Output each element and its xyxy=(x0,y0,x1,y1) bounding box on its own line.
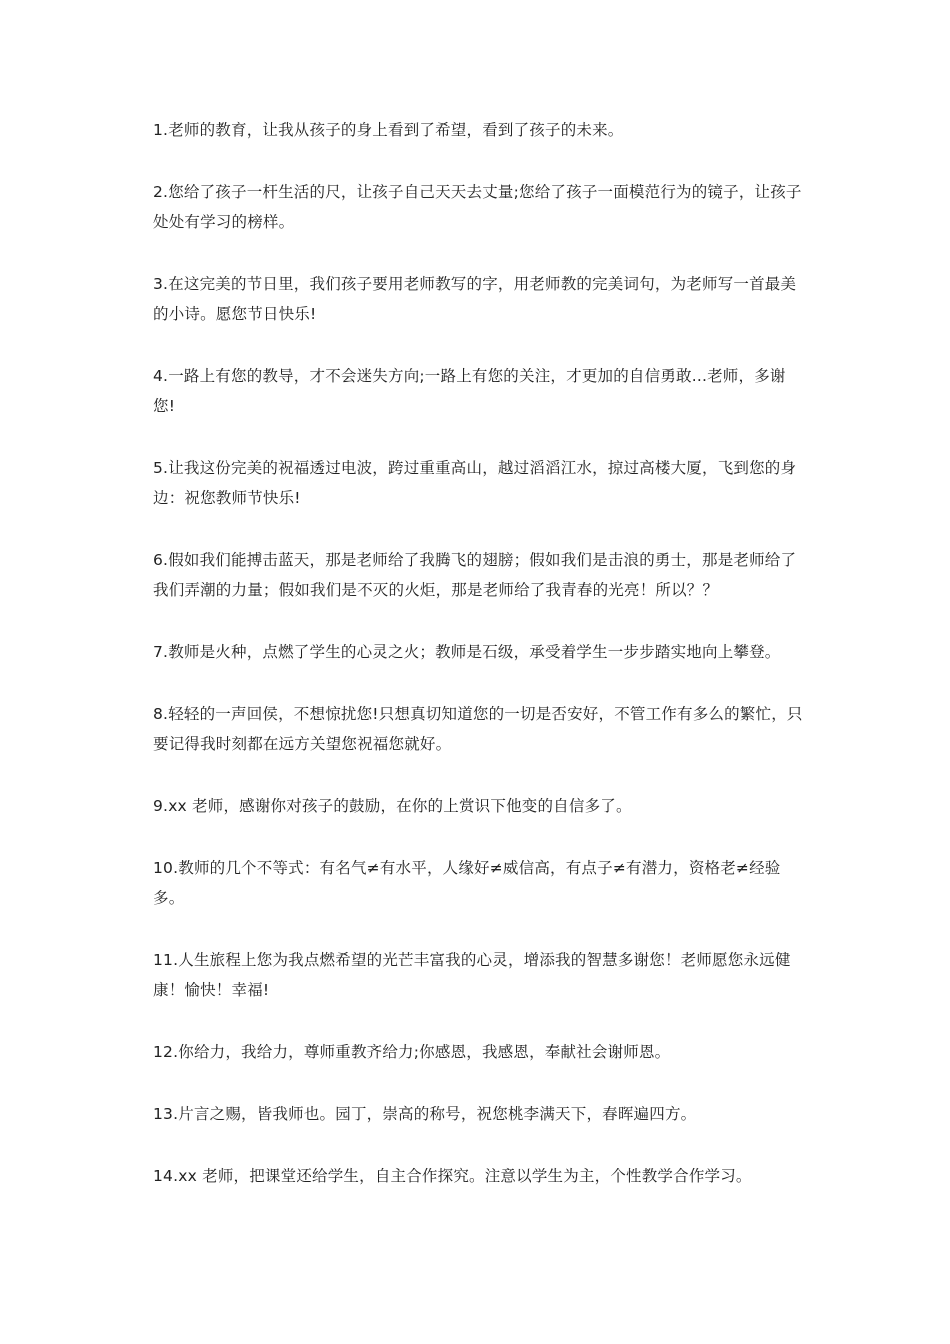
paragraph-7: 7.教师是火种，点燃了学生的心灵之火；教师是石级，承受着学生一步步踏实地向上攀登。 xyxy=(153,643,781,661)
paragraph-5: 5.让我这份完美的祝福透过电波，跨过重重高山，越过滔滔江水，掠过高楼大厦，飞到您的身边：祝您教师节快乐! xyxy=(153,459,797,507)
paragraph-1: 1.老师的教育，让我从孩子的身上看到了希望，看到了孩子的未来。 xyxy=(153,121,624,139)
paragraph-8: 8.轻轻的一声回侯，不想惊扰您!只想真切知道您的一切是否安好，不管工作有多么的繁忙，只要记得我时刻都在远方关望您祝福您就好。 xyxy=(153,705,803,753)
paragraph-6: 6.假如我们能搏击蓝天，那是老师给了我腾飞的翅膀；假如我们是击浪的勇士，那是老师给了我们弄潮的力量；假如我们是不灭的火炬，那是老师给了我青春的光亮！所以？？ xyxy=(153,551,797,599)
paragraph-3: 3.在这完美的节日里，我们孩子要用老师教写的字，用老师教的完美词句，为老师写一首最美的小诗。愿您节日快乐! xyxy=(153,275,797,323)
paragraph-10: 10.教师的几个不等式：有名气≠有水平，人缘好≠威信高，有点子≠有潜力，资格老≠经验多。 xyxy=(153,859,781,907)
paragraph-14: 14.xx 老师，把课堂还给学生，自主合作探究。注意以学生为主，个性教学合作学习。 xyxy=(153,1167,752,1185)
paragraph-4: 4.一路上有您的教导，才不会迷失方向;一路上有您的关注，才更加的自信勇敢...老师，多谢您! xyxy=(153,367,786,415)
paragraph-11: 11.人生旅程上您为我点燃希望的光芒丰富我的心灵，增添我的智慧多谢您！老师愿您永远健康！愉快！幸福! xyxy=(153,951,791,999)
paragraph-12: 12.你给力，我给力，尊师重教齐给力;你感恩，我感恩，奉献社会谢师恩。 xyxy=(153,1043,671,1061)
paragraph-2: 2.您给了孩子一杆生活的尺，让孩子自己天天去丈量;您给了孩子一面模范行为的镜子，让孩子处处有学习的榜样。 xyxy=(153,183,802,231)
document-body xyxy=(153,115,803,1223)
paragraph-9: 9.xx 老师，感谢你对孩子的鼓励，在你的上赏识下他变的自信多了。 xyxy=(153,797,632,815)
paragraph-13: 13.片言之赐，皆我师也。园丁，崇高的称号，祝您桃李满天下，春晖遍四方。 xyxy=(153,1105,697,1123)
